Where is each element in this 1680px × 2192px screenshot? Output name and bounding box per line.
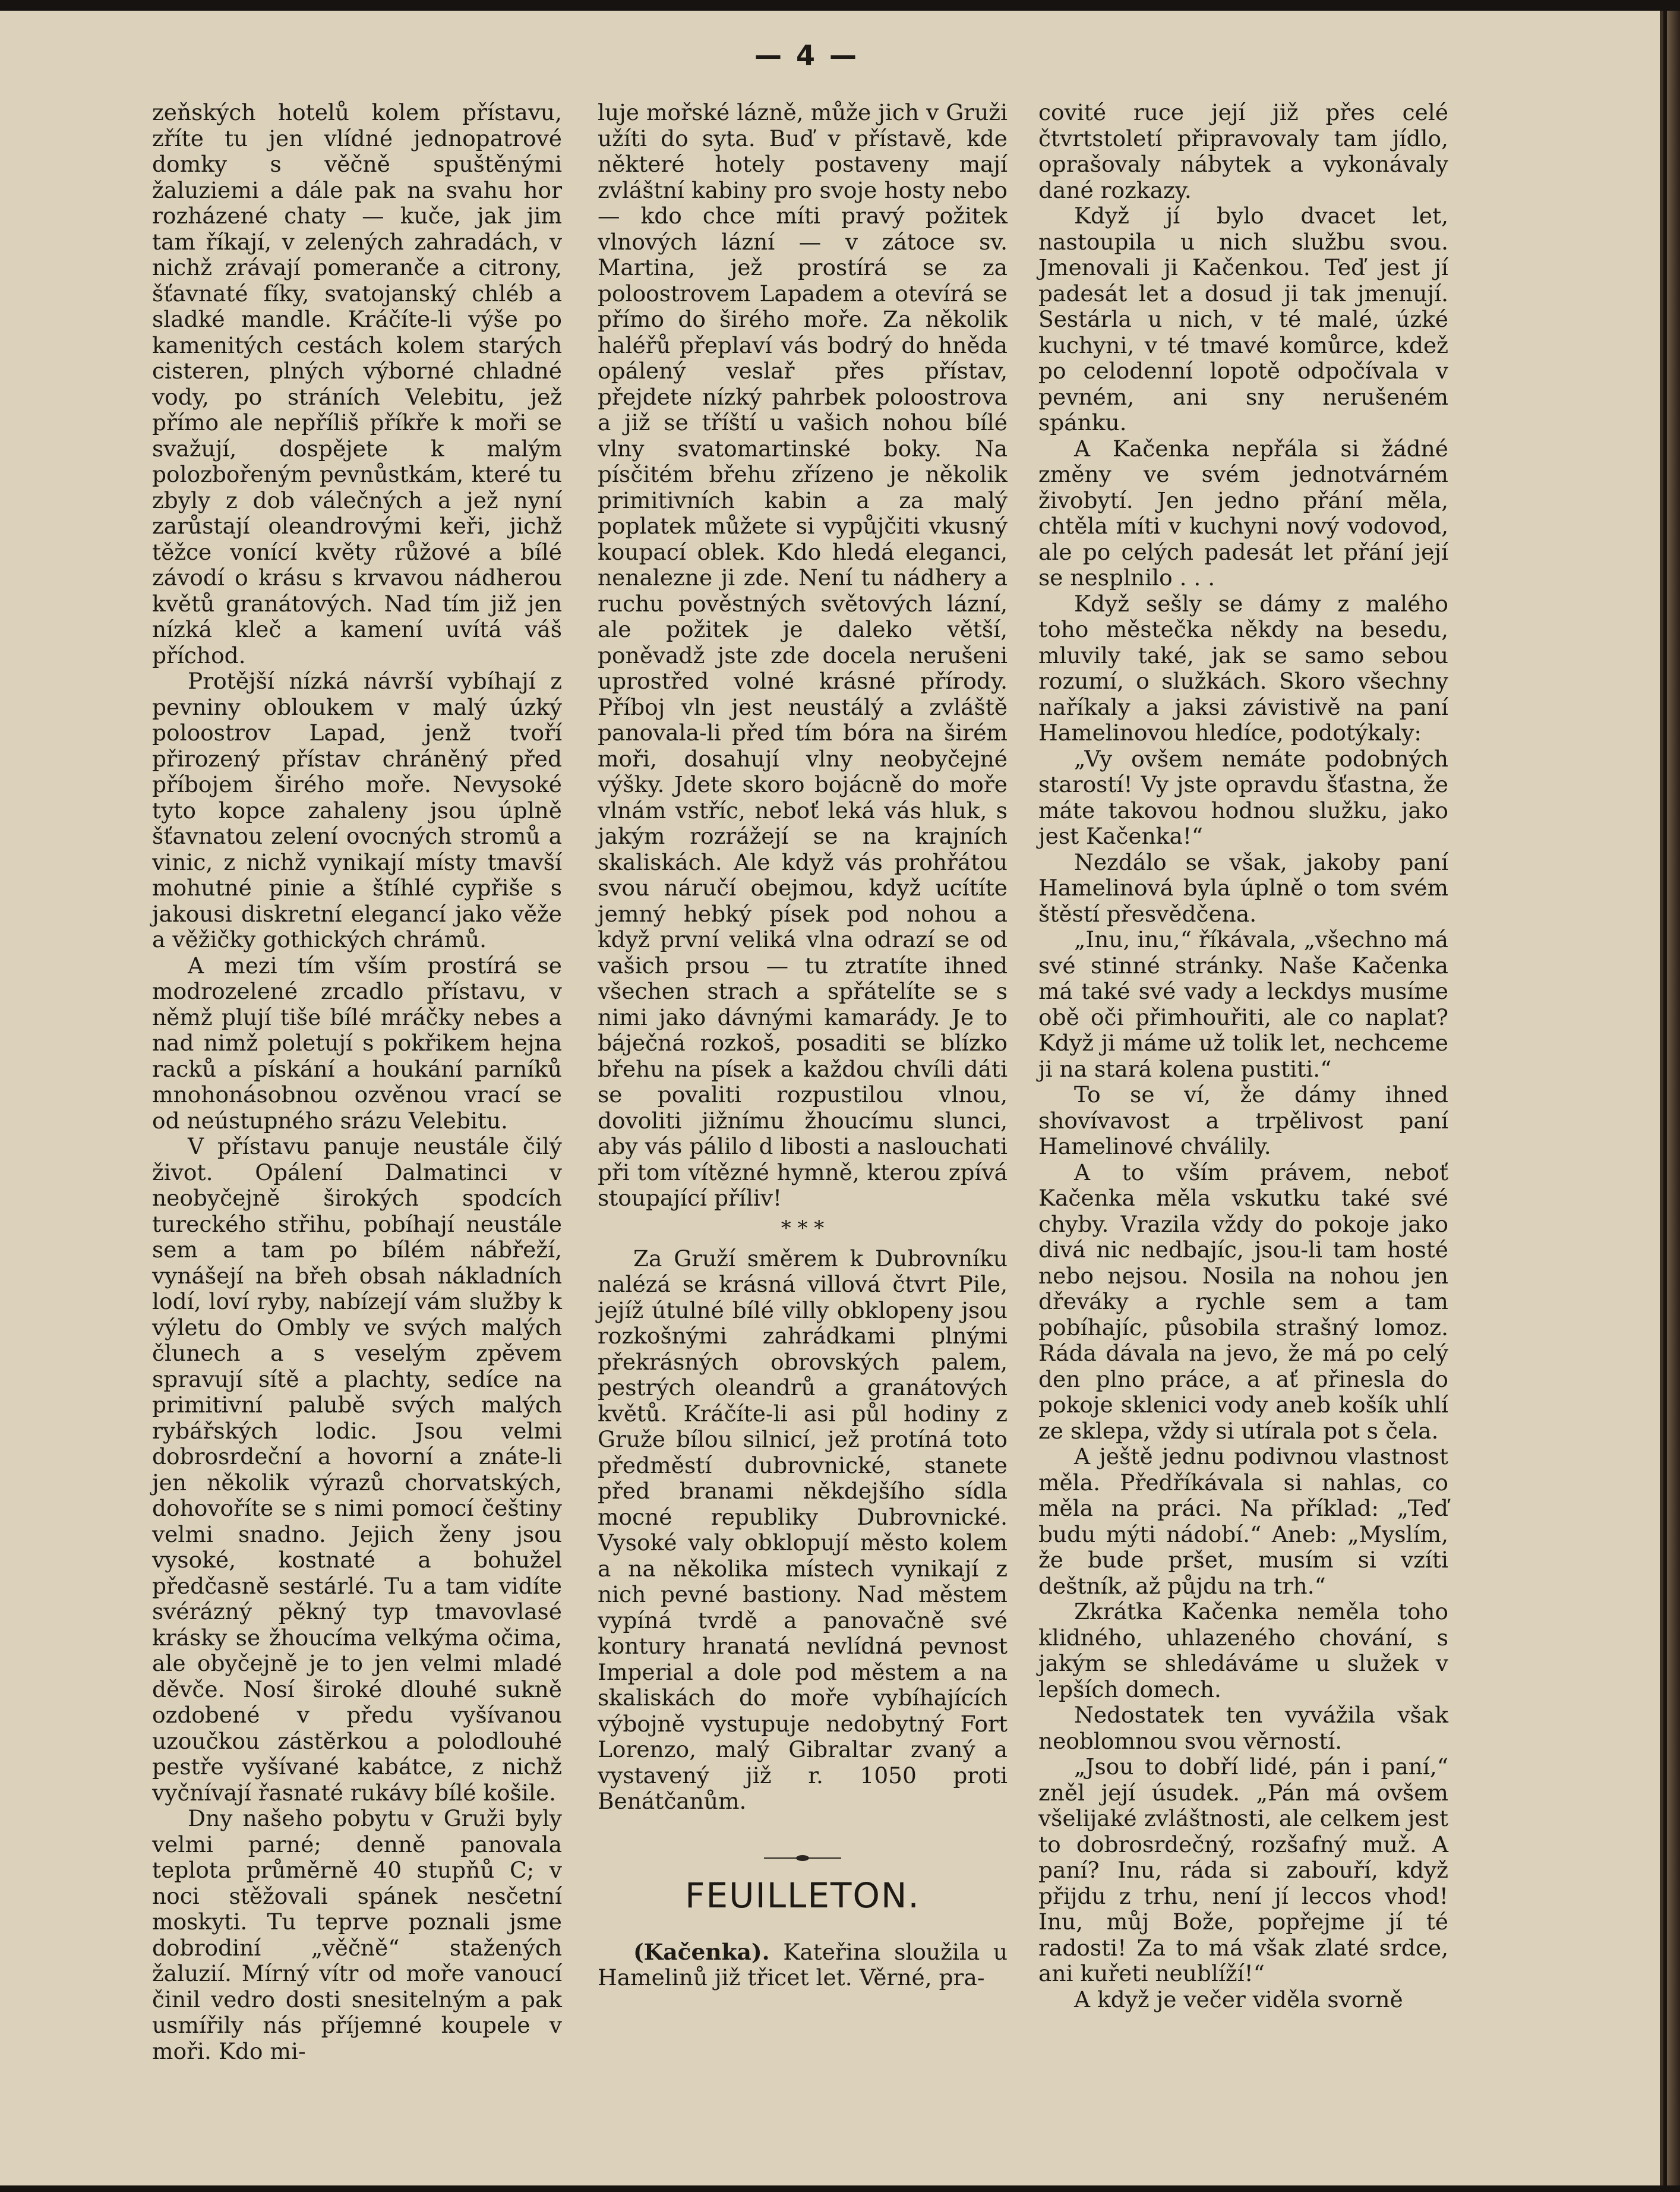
paragraph: luje mořské lázně, může jich v Gruži užíti do syta. Buď v přístavě, kde některé hotely postaveny mají zvláštní kabiny pro svoje hosty nebo — kdo chce míti pravý požitek vlnových lázní — v zátoce sv. Martina, jež prostírá se za poloostrovem Lapadem a otevírá se přímo do širého moře. Za několik haléřů přeplaví vás bodrý do hněda opálený veslař přes přístav, přejdete nízký pahrbek poloostrova a již se tříští u vašich nohou bílé vlny svatomartinské boky. Na písčitém břehu zřízeno je několik primitivních kabin a za malý poplatek můžete si vypůjčiti vkusný koupací oblek. Kdo hledá eleganci, nenalezne ji zde. Není tu nádhery a ruchu pověstných světových lázní, ale požitek je daleko větší, poněvadž jste zde docela nerušeni uprostřed volné krásné přírody. Příboj vln jest neustálý a zvláště panovala-li před tím bóra na širém moři, dosahují vlny neobyčejné výšky. Jdete skoro bojácně do moře vlnám vstříc, neboť leká vás hluk, s jakým rozrážejí se na krajních skaliskách. Ale když vás prohřátou svou náručí obejmou, když ucítíte jemný hebký písek pod nohou a když první veliká vlna odrazí se od vašich prsou — tu ztratíte ihned všechen strach a spřátelíte se s nimi jako dávnými kamarády. Je to báječná rozkoš, posaditi se blízko břehu na písek a každou chvíli dáti se povaliti rozpustilou vlnou, dovoliti jižnímu žhoucímu slunci, aby vás pálilo d libosti a naslouchati při tom vítězné hymně, kterou zpívá stoupající příliv!: [598, 99, 1008, 1211]
column-3: [1038, 100, 1448, 2013]
paragraph: A mezi tím vším prostírá se modrozelené zrcadlo přístavu, v němž plují tiše bílé mráčky nebes a nad nimž poletují s pokřikem hejna racků a pískání a houkání parníků mnohonásobnou ozvěnou vrací se od neústupného srázu Velebitu.: [152, 952, 562, 1134]
paragraph: V přístavu panuje neustále čilý život. Opálení Dalmatinci v neobyčejně širokých spodcích tureckého střihu, pobíhají neustále sem a tam po bílém nábřeží, vynášejí na břeh obsah nákladních lodí, loví ryby, nabízejí vám služby k výletu do Ombly ve svých malých člunech a s veselým zpěvem spravují sítě a plachty, sedíce na primitivní palubě svých malých rybářských lodic. Jsou velmi dobrosrdeční a hovorní a znáte-li jen několik výrazů chorvatských, dohovoříte se s nimi pomocí češtiny velmi snadno. Jejich ženy jsou vysoké, kostnaté a bohužel předčasně sestárlé. Tu a tam vidíte svérázný pěkný typ tmavovlasé krásky se žhoucíma velkýma očima, ale obyčejně je to jen velmi mladé děvče. Nosí široké dlouhé sukně ozdobené v předu vyšívanou uzoučkou zástěrkou a polodlouhé pestře vyšívané kabátce, z nichž vyčnívají řasnaté rukávy bílé košile.: [152, 1133, 562, 1806]
paragraph: Protější nízká návrší vybíhají z pevniny obloukem v malý úzký poloostrov Lapad, jenž tvoří přirozený přístav chráněný před příbojem širého moře. Nevysoké tyto kopce zahaleny jsou úplně šťavnatou zelení ovocných stromů a vinic, z nichž vynikají místy tmavší mohutné pinie a štíhlé cypřiše s jakousi diskretní elegancí jako věže a věžičky gothických chrámů.: [152, 668, 562, 953]
feuilleton-story-title: (Kačenka).: [633, 1938, 770, 1965]
feuilleton-opening: [598, 1939, 1008, 1991]
paragraph: Když sešly se dámy z malého toho městečka někdy na besedu, mluvily také, jak se samo sebou rozumí, o služkách. Skoro všechny naříkaly a jaksi závistivě na paní Hamelinovou hledíce, podotýkaly:: [1038, 590, 1448, 746]
paragraph: A to vším právem, neboť Kačenka měla vskutku také své chyby. Vrazila vždy do pokoje jako divá nic nedbajíc, jsou-li tam hosté nebo nejsou. Nosila na nohou jen dřeváky a rychle sem a tam pobíhajíc, působila strašný lomoz. Ráda dávala na jevo, že má po celý den plno práce, a ať přinesla do pokoje sklenici vody aneb košík uhlí ze sklepa, vždy si utírala pot s čela.: [1038, 1159, 1448, 1444]
feuilleton-first-sentence: Kateřina sloužila u Hamelinů již třicet let. Věrné, pra-: [598, 1938, 1008, 1991]
paragraph: A když je večer viděla svorně: [1074, 1986, 1403, 2013]
section-separator-stars: * * *: [781, 1216, 825, 1240]
paragraph: zeňských hotelů kolem přístavu, zříte tu jen vlídné jednopatrové domky s věčně spuštěnými žaluziemi a dále pak na svahu hor rozházené chaty — kuče, jak jim tam říkají, v zelených zahradách, v nichž zrávají pomeranče a citrony, šťavnaté fíky, svatojanský chléb a sladké mandle. Kráčíte-li výše po kamenitých cestách kolem starých cisteren, plných výborné chladné vody, po stráních Velebitu, jež přímo ale nepříliš příkře k moři se svažují, dospějete k malým polozbořeným pevnůstkám, které tu zbyly z dob válečných a jež nyní zarůstají oleandrovými keři, jichž těžce vonící květy růžové a bílé závodí o krásu s krvavou nádherou květů granátových. Nad tím již jen nízká kleč a kamení uvítá váš příchod.: [152, 99, 562, 668]
paragraph: To se ví, že dámy ihned shovívavost a trpělivost paní Hamelinové chválily.: [1038, 1081, 1448, 1159]
paragraph: „Jsou to dobří lidé, pán i paní,“ zněl její úsudek. „Pán má ovšem všelijaké zvláštnosti, ale celkem jest to dobrosrdečný, rozšafný muž. A paní? Inu, ráda si zabouří, když přijdu z trhu, není jí leccos vhod! Inu, můj Bože, popřejme jí té radosti! Za to má však zlaté srdce, ani kuřeti neublíží!“: [1038, 1753, 1448, 1986]
feuilleton-heading: FEUILLETON.: [685, 1875, 920, 1916]
paragraph: Dny našeho pobytu v Gruži byly velmi parné; denně panovala teplota průměrně 40 stupňů C; v noci stěžovali spánek nesčetní moskyti. Tu teprve poznali jsme dobrodiní „věčně“ stažených žaluzií. Mírný vítr od moře vanoucí činil vedro dosti snesitelným a pak usmířily nás příjemné koupele v moři. Kdo mi-: [152, 1805, 562, 2064]
paragraph: covité ruce její již přes celé čtvrtstoletí připravovaly tam jídlo, oprašovaly nábytek a vykonávaly dané rozkazy.: [1038, 99, 1448, 203]
column-1: [152, 100, 562, 2064]
paragraph: A Kačenka nepřála si žádné změny ve svém jednotvárném živobytí. Jen jedno přání měla, chtěla míti v kuchyni nový vodovod, ale po celých padesát let přání její se nesplnilo . . .: [1038, 435, 1448, 591]
paragraph: „Vy ovšem nemáte podobných starostí! Vy jste opravdu šťastna, že máte takovou hodnou služku, jako jest Kačenka!“: [1038, 745, 1448, 849]
paragraph: Zkrátka Kačenka neměla toho klidného, uhlazeného chování, s jakým se shledáváme u služek v lepších domech.: [1038, 1598, 1448, 1702]
newspaper-page: [0, 11, 1663, 2185]
paragraph: Za Gruží směrem k Dubrovníku nalézá se krásná villová čtvrt Pile, jejíž útulné bílé villy obklopeny jsou rozkošnými zahrádkami plnými překrásných obrovských palem, pestrých oleandrů a granátových květů. Kráčíte-li asi půl hodiny z Gruže bílou silnicí, jež protíná toto předměstí dubrovnické, stanete před branami někdejšího sídla mocné republiky Dubrovnické. Vysoké valy obklopují město kolem a na několika místech vynikají z nich pevné bastiony. Nad městem vypíná tvrdě a panovačně své kontury hranatá nevlídná pevnost Imperial a dole pod městem a na skaliskách do moře vybíhajících výbojně vystupuje nedobytný Fort Lorenzo, malý Gibraltar zvaný a vystavený již r. 1050 proti Benátčanům.: [598, 1245, 1008, 1814]
paragraph: Nedostatek ten vyvážila však neoblomnou svou věrností.: [1038, 1702, 1448, 1754]
paragraph: Když jí bylo dvacet let, nastoupila u nich službu svou. Jmenovali ji Kačenkou. Teď jest jí padesát let a dosud ji tak jmenují. Sestárla u nich, v té malé, úzké kuchyni, v té tmavé komůrce, kdež po celodenní lopotě odpočívala v pevném, ani sny nerušeném spánku.: [1038, 203, 1448, 436]
column-2: [598, 100, 1008, 1991]
paragraph: „Inu, inu,“ říkávala, „všechno má své stinné stránky. Naše Kačenka má také své vady a leckdys musíme obě oči přimhouřiti, ale co naplat? Když ji máme už tolik let, nechceme ji na stará kolena pustiti.“: [1038, 926, 1448, 1082]
page-number: — 4 —: [754, 39, 860, 71]
page-edge-shadow: [1667, 11, 1680, 2185]
paragraph: A ještě jednu podivnou vlastnost měla. Předříkávala si nahlas, co měla na práci. Na příklad: „Teď budu mýti nádobí.“ Aneb: „Myslím, že bude pršet, musím si vzíti deštník, až půjdu na trh.“: [1038, 1443, 1448, 1599]
ornament-divider: [764, 1857, 841, 1859]
paragraph: Nezdálo se však, jakoby paní Hamelinová byla úplně o tom svém štěstí přesvědčena.: [1038, 849, 1448, 927]
